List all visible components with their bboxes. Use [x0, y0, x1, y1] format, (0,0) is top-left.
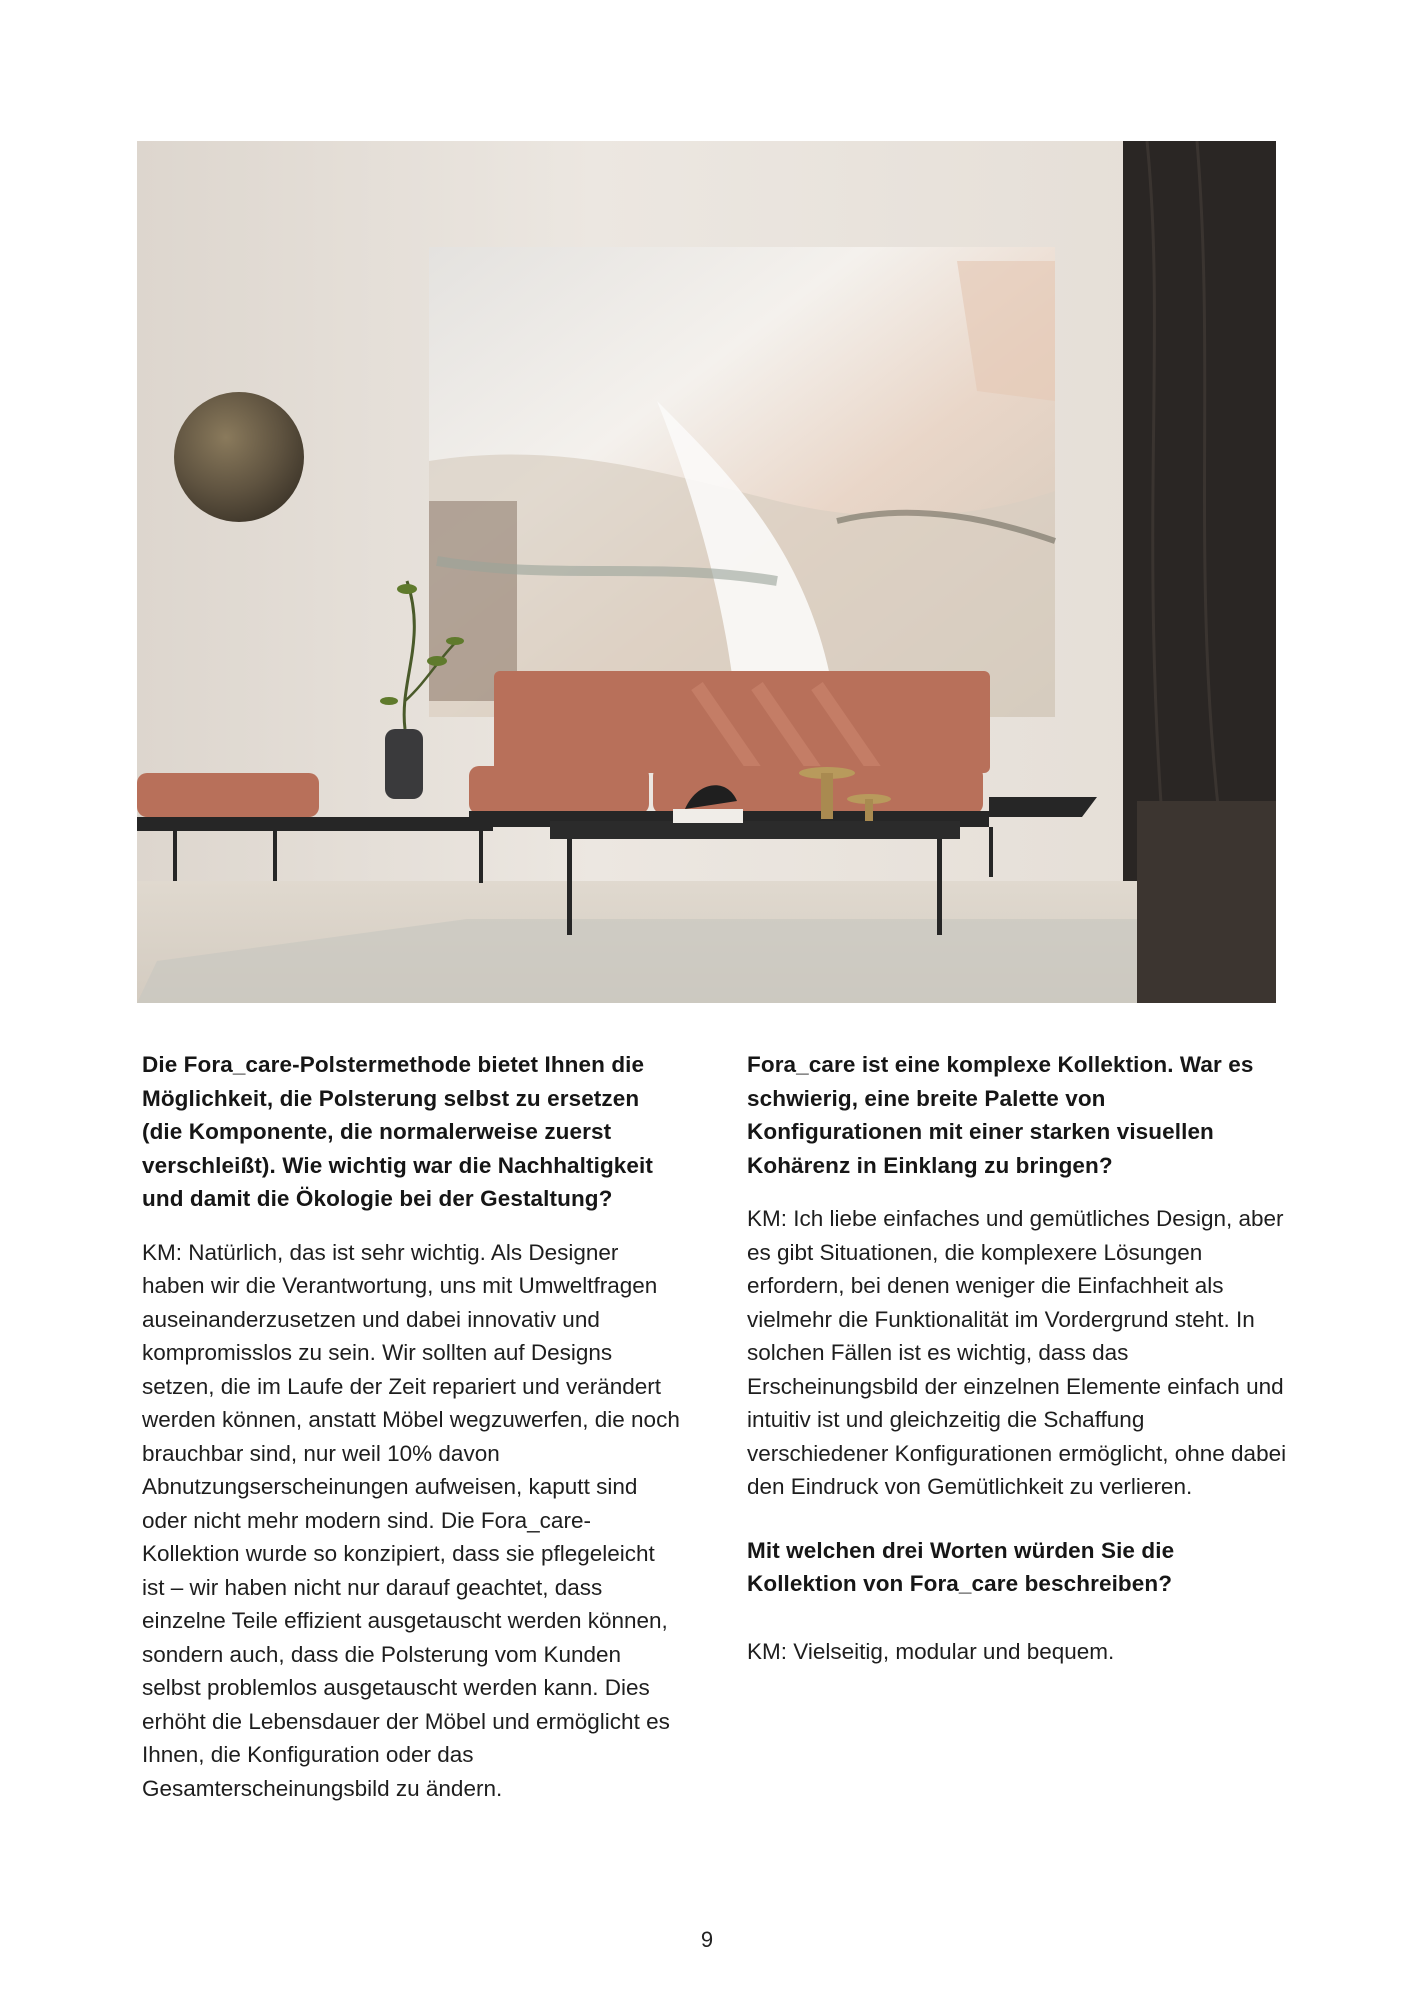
interior-illustration: [137, 141, 1276, 1003]
answer-sustainability: KM: Natürlich, das ist sehr wichtig. Als Designer haben wir die Verantwortung, uns mit Umweltfragen auseinanderzusetzen und dabei innovativ und kompromisslos zu sein. Wir sollten auf Designs setzen, die im Laufe der Zeit repariert und verändert werden können, anstatt Möbel wegzuwerfen, die noch brauchbar sind, nur weil 10% davon Abnutzungserscheinungen aufweisen, kaputt sind oder nicht mehr modern sind. Die Fora_care-Kollektion wurde so konzipiert, dass sie pflegeleicht ist – wir haben nicht nur darauf geachtet, dass einzelne Teile effizient ausgetauscht werden können, sondern auch, dass die Polsterung vom Kunden selbst problemlos ausgetauscht werden kann. Dies erhöht die Lebensdauer der Möbel und ermöglicht es Ihnen, die Konfiguration oder das Gesamterscheinungsbild zu ändern.: [142, 1239, 680, 1801]
interior-photo: [137, 141, 1276, 1003]
answer-complexity: KM: Ich liebe einfaches und gemütliches Design, aber es gibt Situationen, die komplexere Lösungen erfordern, bei denen weniger die Einfachheit als vielmehr die Funktionalität im Vordergrund steht. In solchen Fällen ist es wichtig, dass das Erscheinungsbild der einzelnen Elemente einfach und intuitiv ist und gleichzeitig die Schaffung verschiedener Konfigurationen ermöglicht, ohne dabei den Eindruck von Gemütlichkeit zu verlieren.: [747, 1206, 1287, 1499]
page-number: 9: [700, 1927, 714, 1952]
sofa-seat-left: [469, 766, 649, 814]
answer-three-words: KM: Vielseitig, modular und bequem.: [747, 1638, 1115, 1664]
side-table-element: [989, 797, 1097, 817]
book-stack: [673, 809, 743, 823]
left-column: [142, 1048, 682, 1835]
coffee-table: [550, 821, 960, 839]
right-column: [747, 1048, 1287, 1698]
question-sustainability: Die Fora_care-Polstermethode bietet Ihnen die Möglichkeit, die Polsterung selbst zu ersetzen (die Komponente, die normalerweise zuerst verschleißt). Wie wichtig war die Nachhaltigkeit und damit die Ökologie bei der Gestaltung?: [142, 1052, 653, 1211]
wall-disc-lamp: [174, 392, 304, 522]
window-sill: [1137, 801, 1276, 1003]
wood-panel: [1123, 141, 1276, 881]
question-complexity: Fora_care ist eine komplexe Kollektion. War es schwierig, eine breite Palette von Konfigurationen mit einer starken visuellen Kohärenz in Einklang zu bringen?: [747, 1052, 1254, 1178]
question-three-words: Mit welchen drei Worten würden Sie die Kollektion von Fora_care beschreiben?: [747, 1537, 1175, 1596]
bench-base: [137, 817, 493, 831]
vase: [385, 729, 423, 799]
bench-cushion: [137, 773, 319, 817]
